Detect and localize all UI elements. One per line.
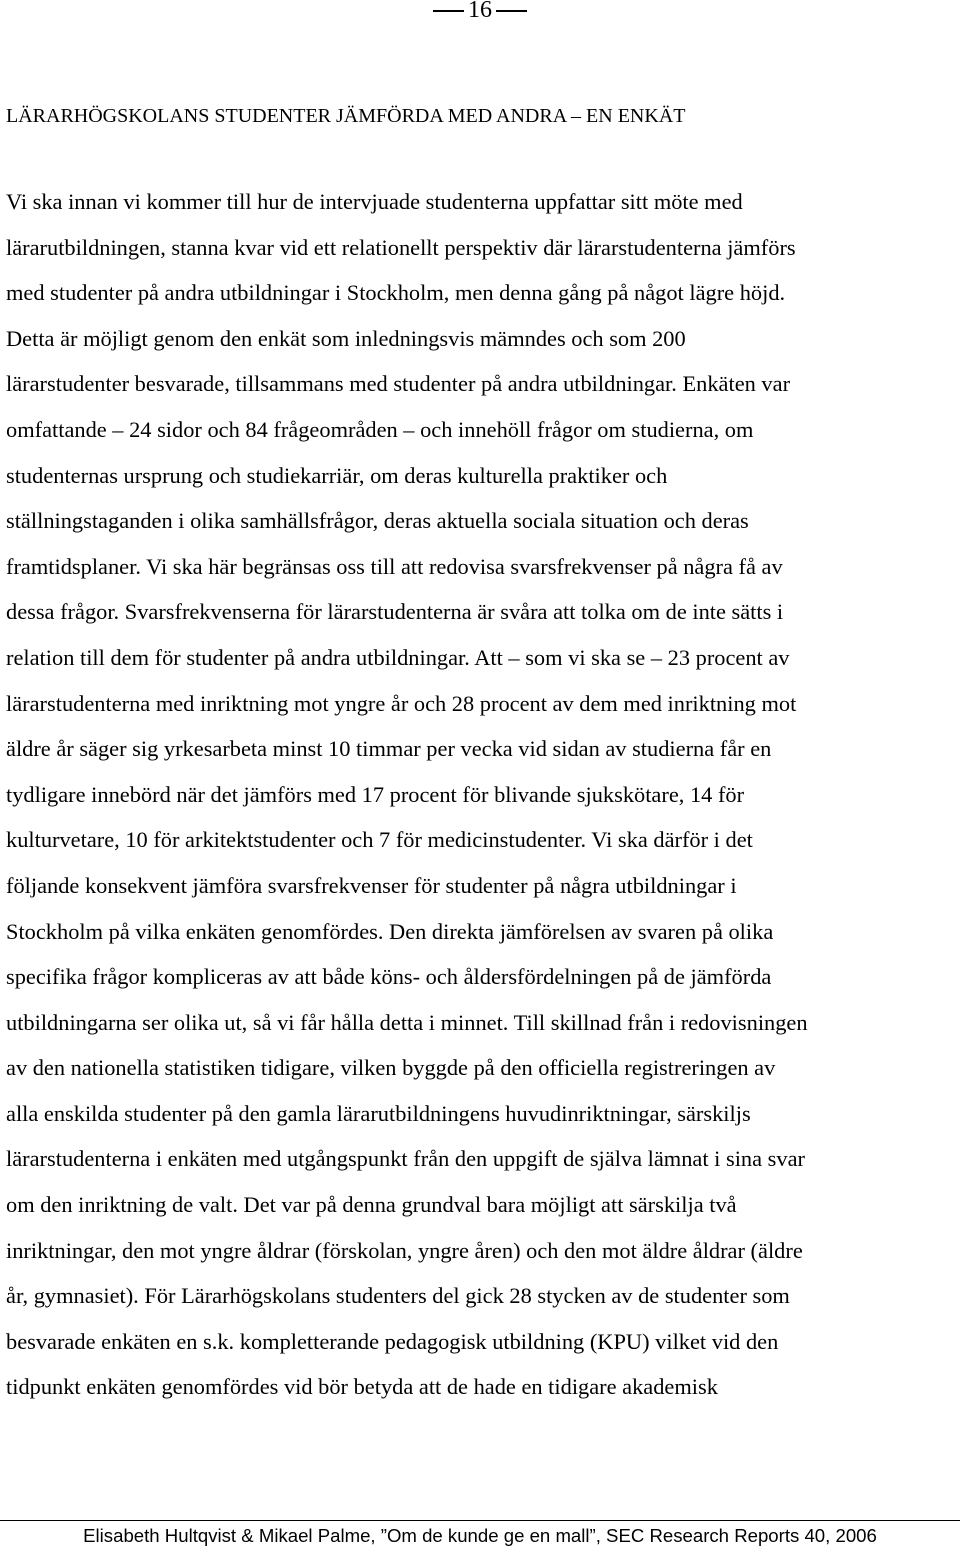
paragraph-line: Detta är möjligt genom den enkät som inledningsvis mämndes och som 200 — [6, 325, 686, 351]
paragraph-line: alla enskilda studenter på den gamla lärarutbildningens huvudinriktningar, särskiljs — [6, 1100, 751, 1126]
paragraph-line: utbildningarna ser olika ut, så vi får hålla detta i minnet. Till skillnad från i redovisningen — [6, 1009, 808, 1035]
paragraph-line: relation till dem för studenter på andra utbildningar. Att – som vi ska se – 23 procent av — [6, 644, 790, 670]
paragraph-line: lärarstudenter besvarade, tillsammans med studenter på andra utbildningar. Enkäten var — [6, 371, 791, 397]
paragraph-line: ställningstaganden i olika samhällsfrågor, deras aktuella sociala situation och deras — [6, 508, 749, 534]
footer-rule — [0, 1520, 960, 1521]
paragraph-line: besvarade enkäten en s.k. kompletterande pedagogisk utbildning (KPU) vilket vid den — [6, 1328, 779, 1354]
paragraph-line: följande konsekvent jämföra svarsfrekvenser för studenter på några utbildningar i — [6, 872, 737, 898]
page-number: 16 — [468, 0, 492, 23]
paragraph-line: lärarutbildningen, stanna kvar vid ett relationellt perspektiv där lärarstudenterna jämförs — [6, 234, 796, 260]
paragraph-line: Stockholm på vilka enkäten genomfördes. Den direkta jämförelsen av svaren på olika — [6, 918, 774, 944]
paragraph-line: äldre år säger sig yrkesarbeta minst 10 timmar per vecka vid sidan av studierna får en — [6, 736, 772, 762]
paragraph-line: om den inriktning de valt. Det var på denna grundval bara möjligt att särskilja två — [6, 1192, 737, 1218]
paragraph-line: tydligare innebörd när det jämförs med 17 procent för blivande sjukskötare, 14 för — [6, 781, 745, 807]
paragraph-line: inriktningar, den mot yngre åldrar (förskolan, yngre åren) och den mot äldre åldrar (äldre — [6, 1237, 803, 1263]
paragraph-line: specifika frågor kompliceras av att både köns- och åldersfördelningen på de jämförda — [6, 964, 772, 990]
page-number-rule-left — [433, 10, 464, 12]
paragraph-line: kulturvetare, 10 för arkitektstudenter och 7 för medicinstudenter. Vi ska därför i det — [6, 827, 753, 853]
paragraph-line: framtidsplaner. Vi ska här begränsas oss till att redovisa svarsfrekvenser på några få av — [6, 553, 783, 579]
paragraph-line: lärarstudenterna med inriktning mot yngre år och 28 procent av dem med inriktning mot — [6, 690, 797, 716]
paragraph-line: tidpunkt enkäten genomfördes vid bör betyda att de hade en tidigare akademisk — [6, 1374, 718, 1400]
paragraph-line: Vi ska innan vi kommer till hur de intervjuade studenterna uppfattar sitt möte med — [6, 189, 743, 214]
paragraph-line: år, gymnasiet). För Lärarhögskolans studenters del gick 28 stycken av de studenter som — [6, 1283, 790, 1309]
paragraph-line: omfattande – 24 sidor och 84 frågeområden – och innehöll frågor om studierna, om — [6, 416, 754, 442]
body-paragraph — [6, 185, 954, 1416]
page-number-rule-right — [496, 10, 527, 12]
paragraph-line: med studenter på andra utbildningar i Stockholm, men denna gång på något lägre höjd. — [6, 280, 786, 306]
paragraph-line: studenternas ursprung och studiekarriär, om deras kulturella praktiker och — [6, 462, 668, 488]
footer-citation: Elisabeth Hultqvist & Mikael Palme, ”Om de kunde ge en mall”, SEC Research Reports 40, 2006 — [83, 1525, 877, 1546]
paragraph-line: lärarstudenterna i enkäten med utgångspunkt från den uppgift de själva lämnat i sina svar — [6, 1146, 805, 1172]
paragraph-line: av den nationella statistiken tidigare, vilken byggde på den officiella registreringen av — [6, 1055, 776, 1081]
paragraph-line: dessa frågor. Svarsfrekvenserna för lärarstudenterna är svåra att tolka om de inte sätts i — [6, 599, 784, 625]
section-heading: LÄRARHÖGSKOLANS STUDENTER JÄMFÖRDA MED ANDRA – EN ENKÄT — [6, 105, 686, 127]
page-header — [0, 0, 960, 24]
